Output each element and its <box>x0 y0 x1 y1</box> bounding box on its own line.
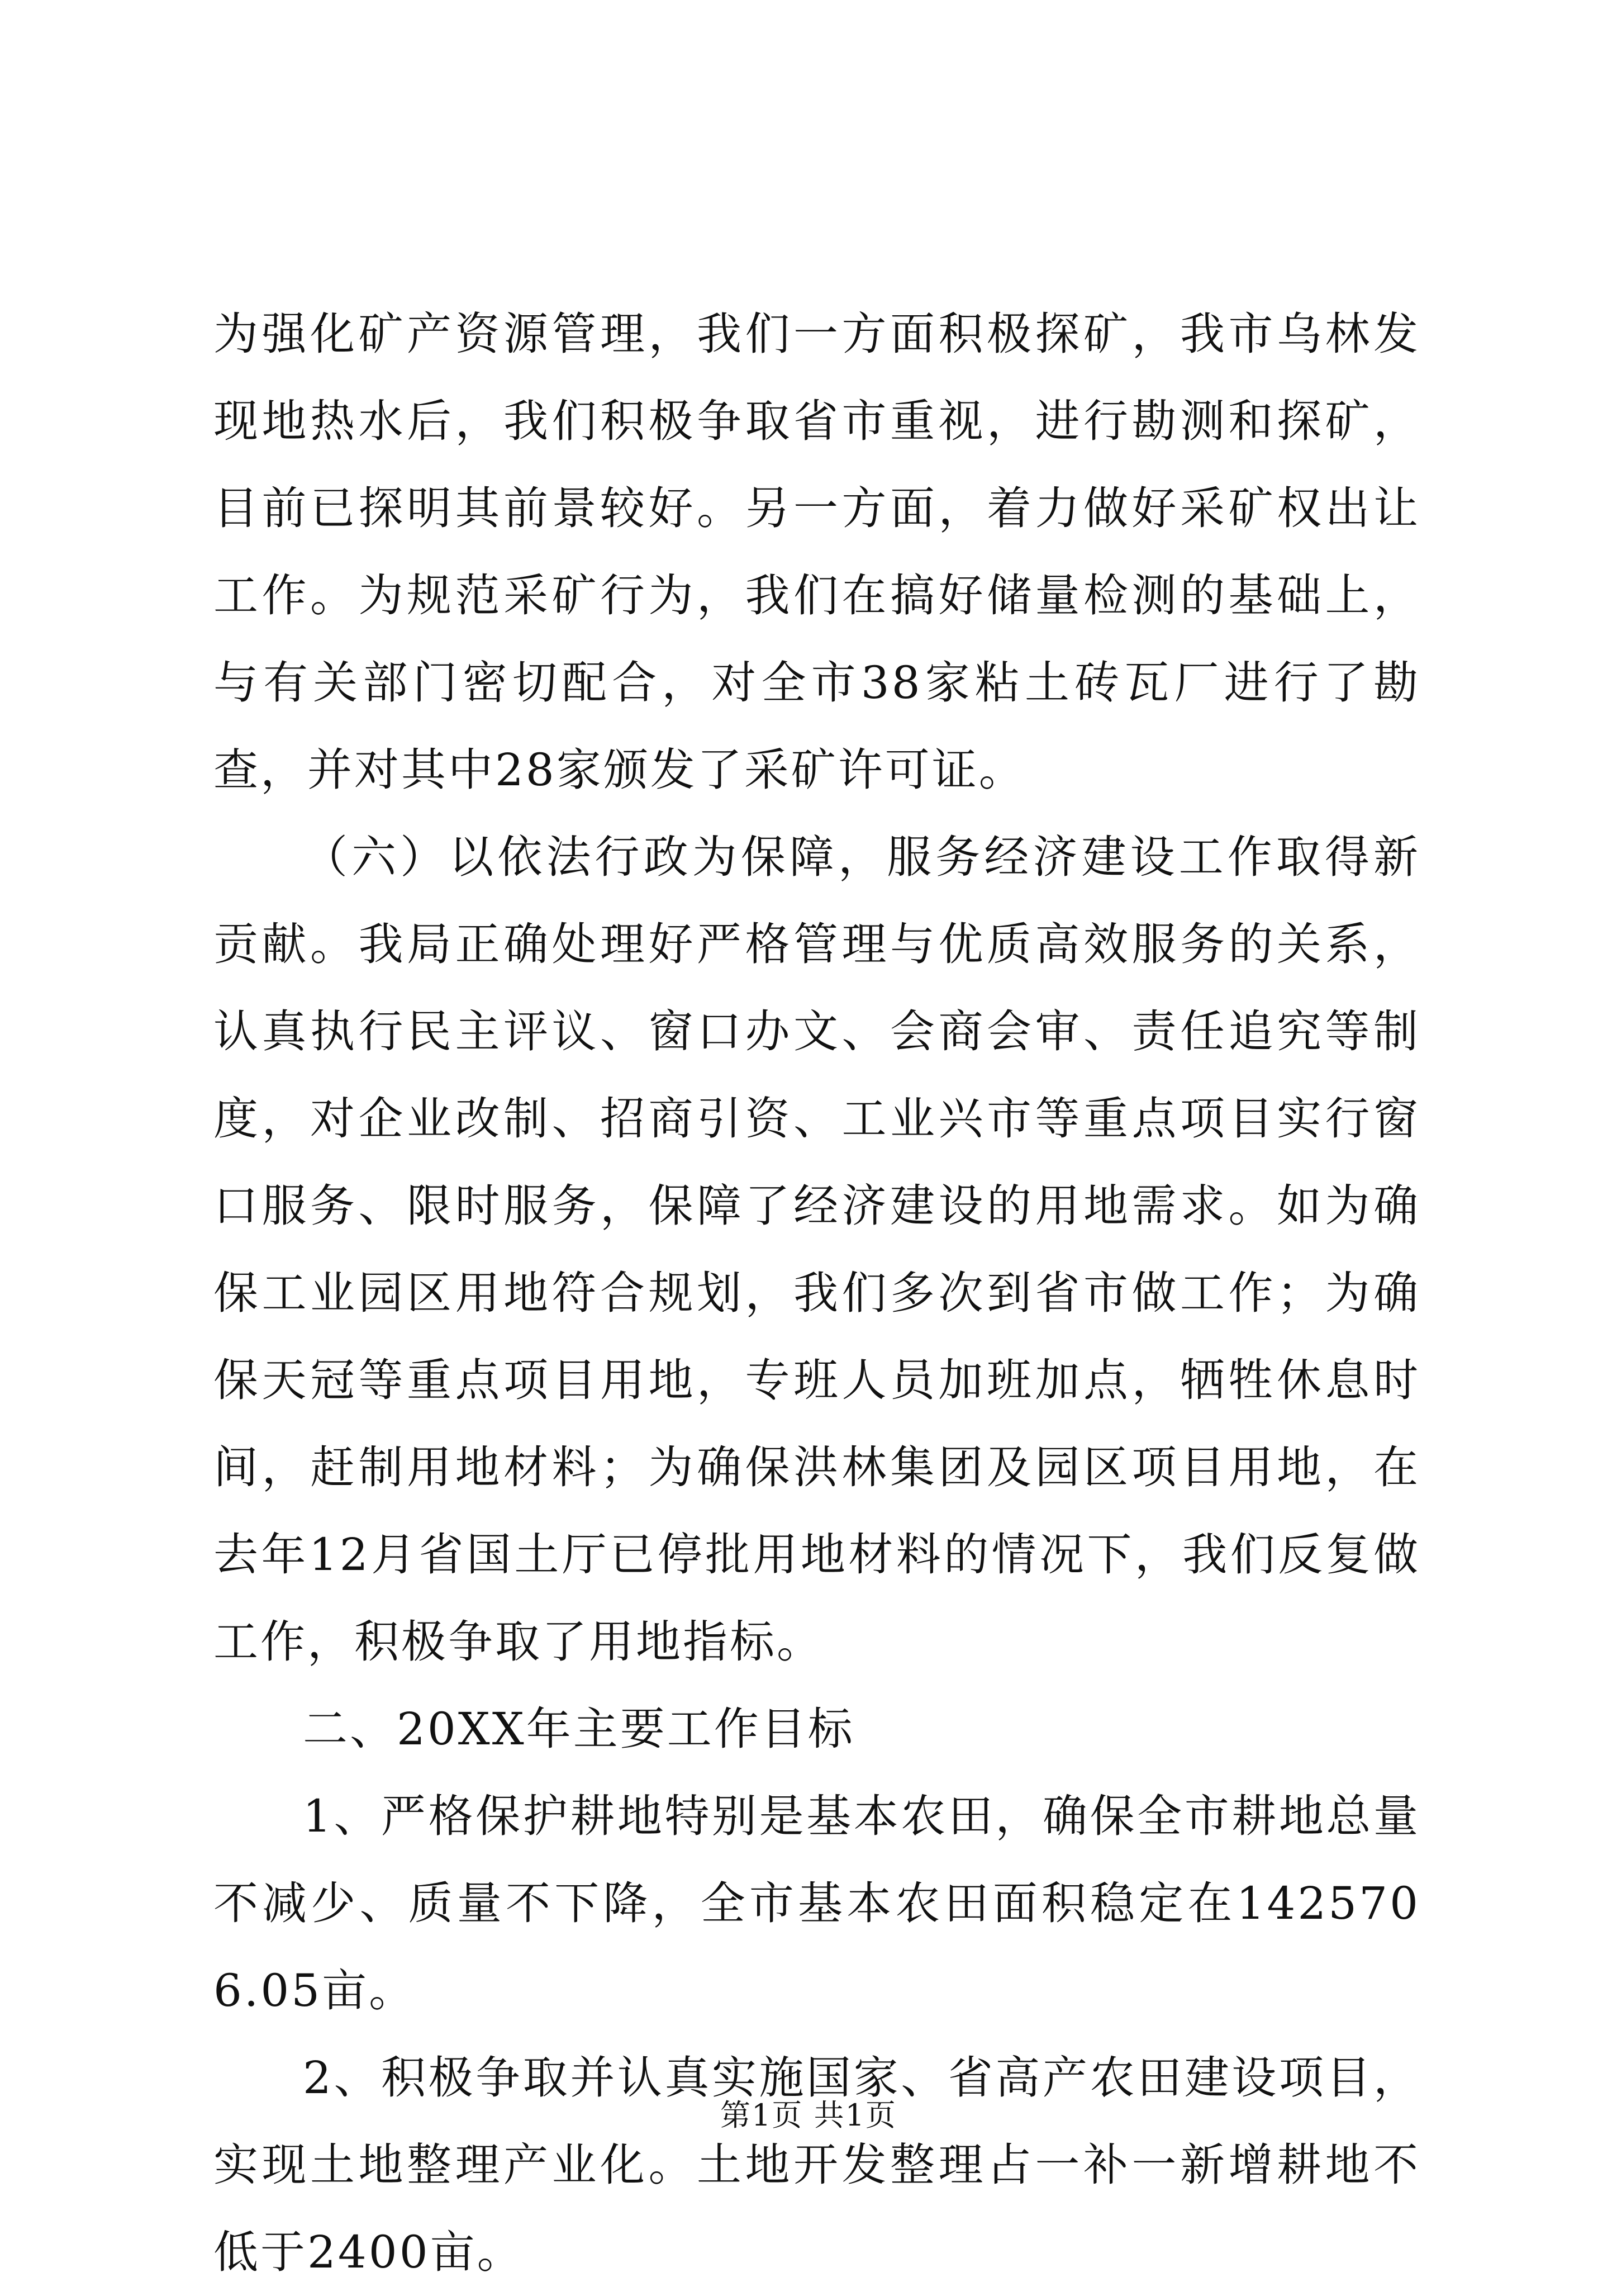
paragraph-mining-management: 为强化矿产资源管理，我们一方面积极探矿，我市乌林发现地热水后，我们积极争取省市重视，进行勘测和探矿，目前已探明其前景较好。另一方面，着力做好采矿权出让工作。为规范采矿行为，我们在搞好储量检测的基础上，与有关部门密切配合，对全市38家粘土砖瓦厂进行了勘查，并对其中28家颁发了采矿许可证。 <box>213 308 1420 796</box>
paragraph-goal-one: 1、严格保护耕地特别是基本农田，确保全市耕地总量不减少、质量不下降，全市基本农田面积稳定在1425706.05亩。 <box>213 1790 1420 2017</box>
page-footer: 第1页 共1页 <box>720 2098 897 2133</box>
section-heading-goals: 二、20XX年主要工作目标 <box>303 1703 855 1755</box>
paragraph-section-six: （六）以依法行政为保障，服务经济建设工作取得新贡献。我局正确处理好严格管理与优质高效服务的关系，认真执行民主评议、窗口办文、会商会审、责任追究等制度，对企业改制、招商引资、工业兴市等重点项目实行窗口服务、限时服务，保障了经济建设的用地需求。如为确保工业园区用地符合规划，我们多次到省市做工作；为确保天冠等重点项目用地，专班人员加班加点，牺牲休息时间，赶制用地材料；为确保洪林集团及园区项目用地，在去年12月省国土厅已停批用地材料的情况下，我们反复做工作，积极争取了用地指标。 <box>213 831 1420 1668</box>
paragraph-goal-two: 2、积极争取并认真实施国家、省高产农田建设项目，实现土地整理产业化。土地开发整理占一补一新增耕地不低于2400亩。 <box>213 2052 1420 2278</box>
document-body <box>213 291 1420 2296</box>
